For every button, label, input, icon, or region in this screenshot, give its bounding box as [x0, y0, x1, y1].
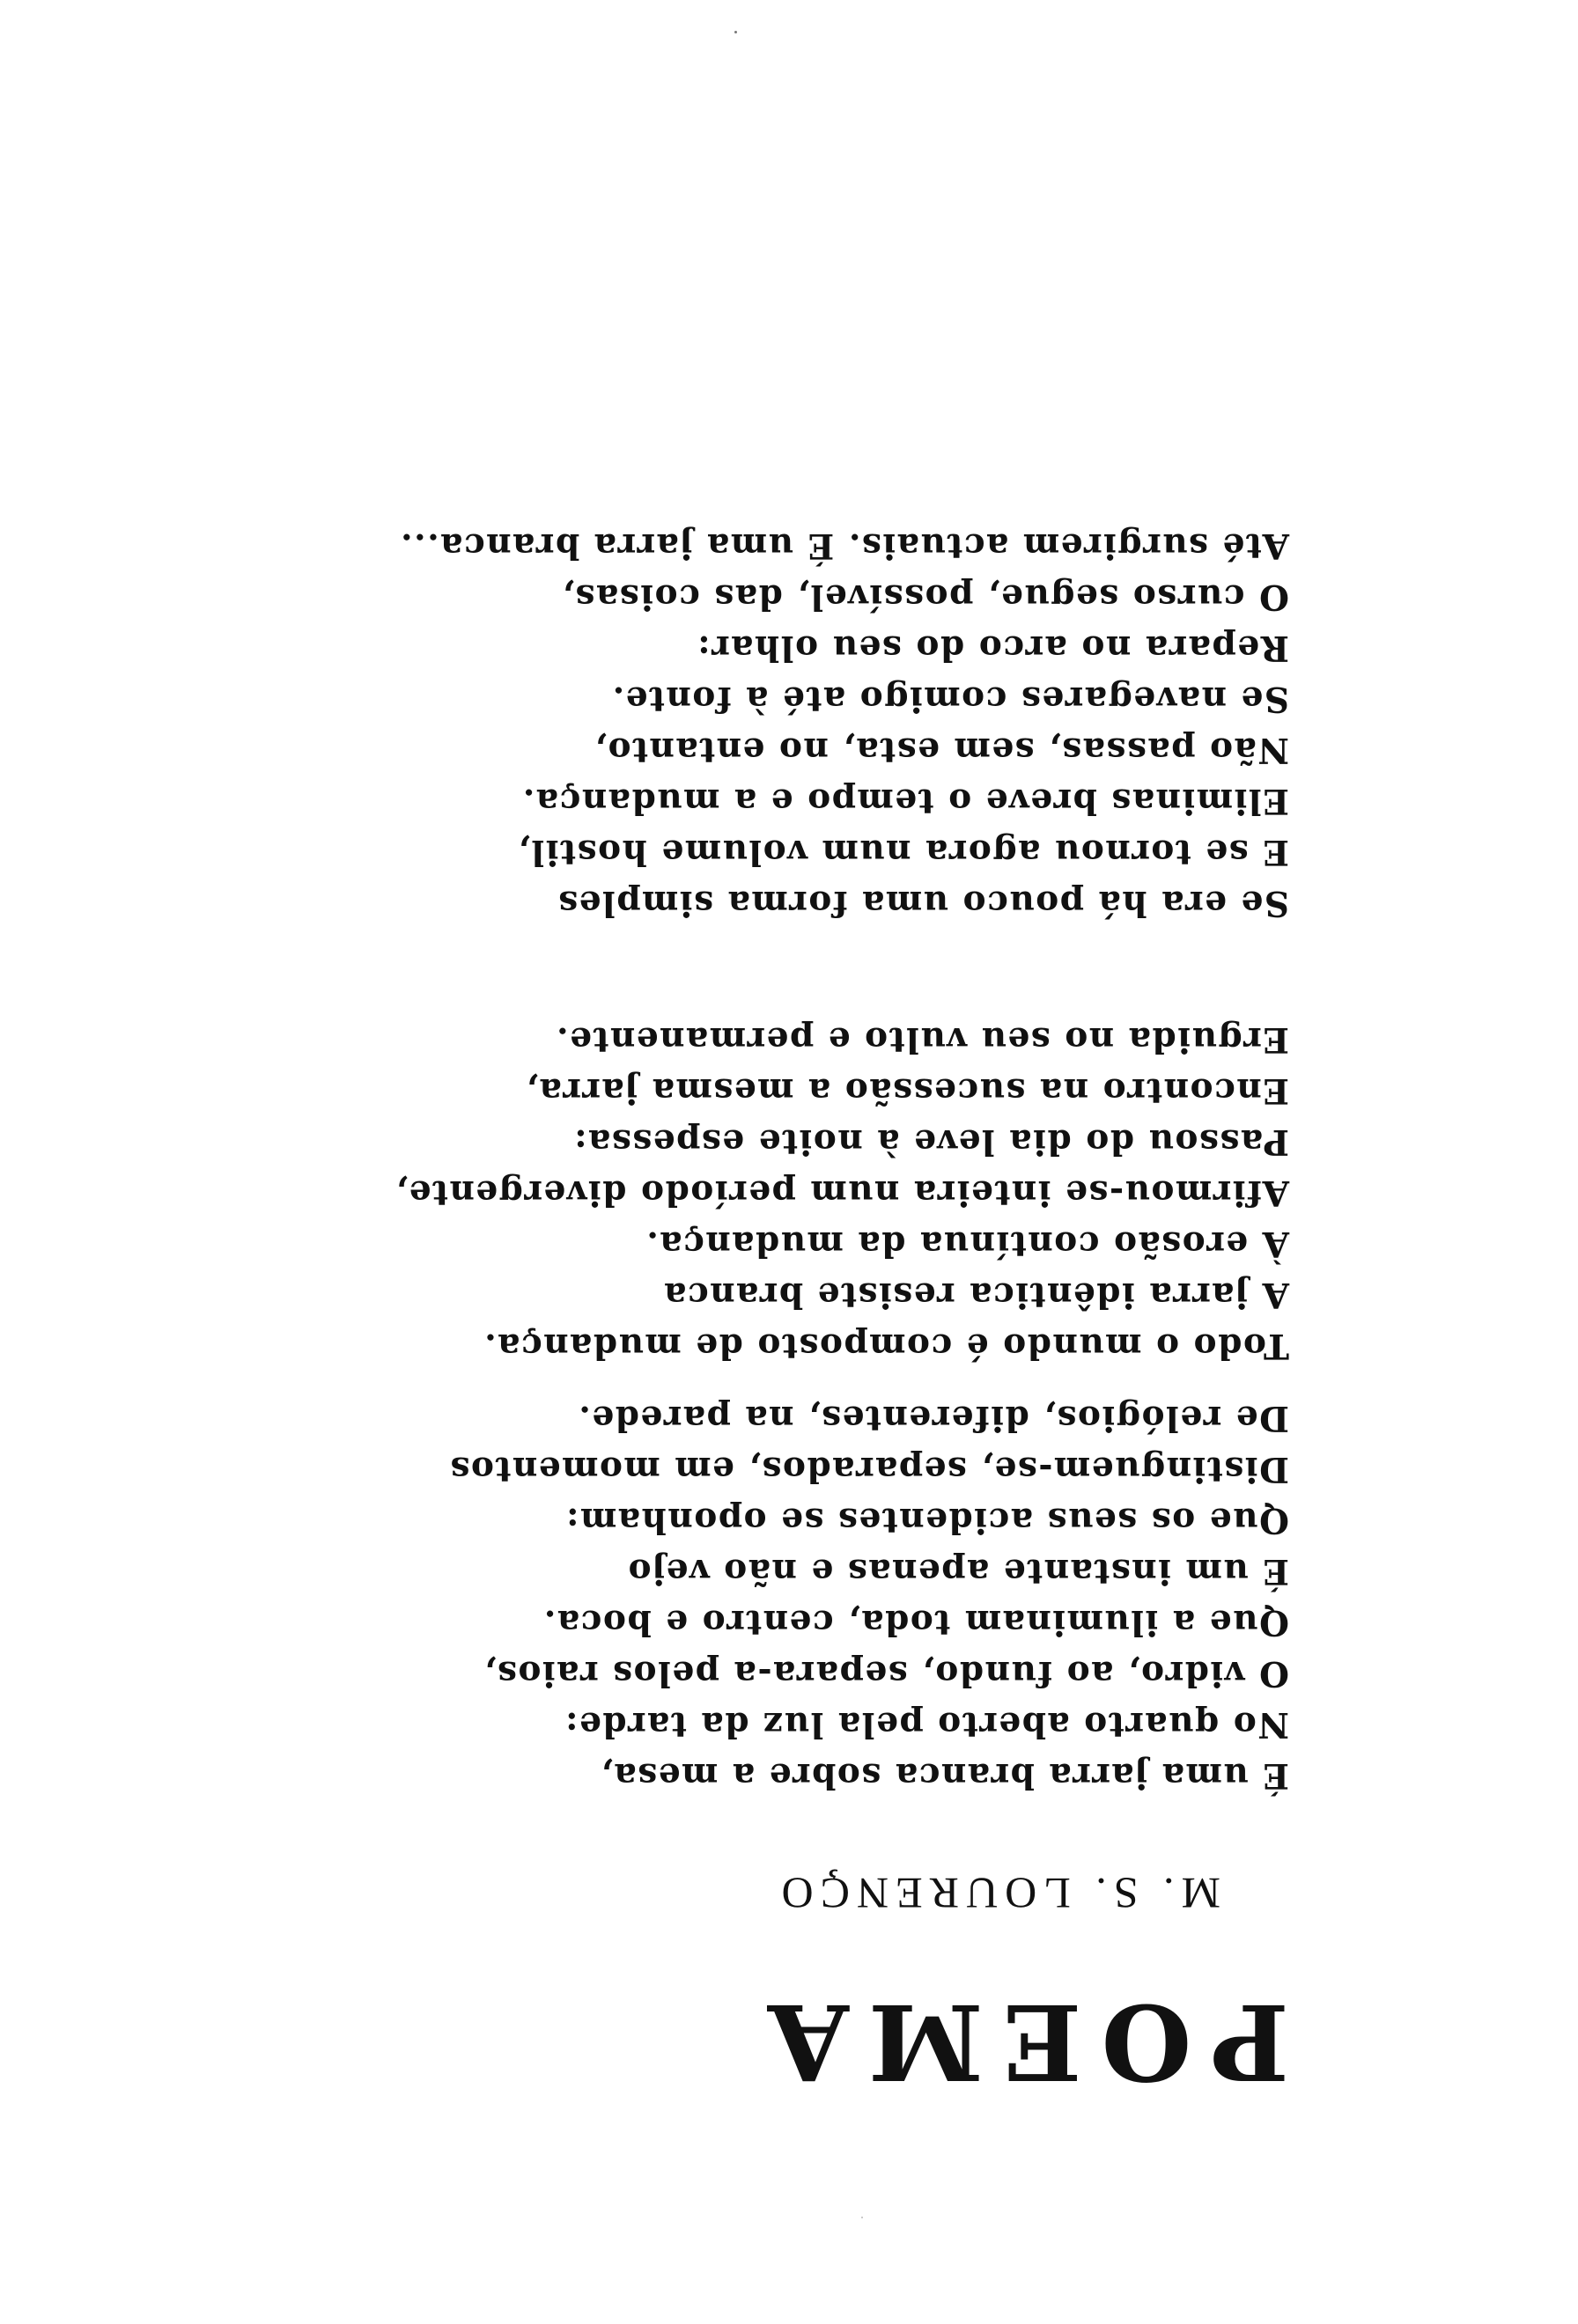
- poem-title: POEMA: [748, 1981, 1289, 2103]
- verse-line: Erguida no seu vulto e permanente.: [555, 1019, 1289, 1060]
- verse-line: Distinguem-se, separados, em momentos: [449, 1449, 1289, 1489]
- verse-line: A jarra idêntica resiste branca: [662, 1275, 1289, 1315]
- verse-line: Repara no arco do seu olhar:: [696, 628, 1289, 668]
- verse-line: Até surgirem actuais. É uma jarra branca...: [399, 526, 1289, 566]
- verse-line: Eliminas breve o tempo e a mudança.: [521, 781, 1289, 821]
- verse-line: Se era há pouco uma forma simples: [557, 883, 1289, 923]
- verse-line: À erosão contínua da mudança.: [645, 1224, 1289, 1264]
- verse-line: E se tornou agora num volume hostil,: [516, 832, 1289, 872]
- stanza-1: [449, 1393, 1289, 1801]
- verse-line: De relógios, diferentes, na parede.: [577, 1398, 1289, 1438]
- verse-line: No quarto aberto pela luz da tarde:: [564, 1704, 1289, 1745]
- verse-line: Que os seus acidentes se oponham:: [564, 1500, 1289, 1541]
- verse-line: É um instante apenas e não vejo: [627, 1551, 1289, 1592]
- scan-speck: [734, 31, 737, 33]
- verse-line: Passou do dia leve à noite espessa:: [572, 1122, 1289, 1162]
- verse-line: Se navegares comigo até à fonte.: [611, 679, 1289, 719]
- stanza-2: [394, 1014, 1289, 1372]
- stanza-3: [400, 520, 1290, 929]
- scan-speck: [861, 2217, 863, 2218]
- author-name: M. S. LOURENÇO: [774, 1869, 1220, 1918]
- verse-line: O curso segue, possível, das coisas,: [561, 577, 1289, 617]
- verse-line: É uma jarra branca sobre a mesa,: [599, 1755, 1289, 1796]
- verse-line: Encontro na sucessão a mesma jarra,: [524, 1070, 1289, 1111]
- verse-line: Não passas, sem esta, no entanto,: [593, 730, 1289, 770]
- verse-line: Afirmou-se inteira num período divergente,: [394, 1173, 1289, 1213]
- verse-line: Que a iluminam toda, centro e boca.: [542, 1602, 1289, 1643]
- verse-line: Todo o mundo é composto de mudança.: [483, 1326, 1289, 1366]
- verse-line: O vidro, ao fundo, separa-a pelos raios,: [483, 1653, 1289, 1694]
